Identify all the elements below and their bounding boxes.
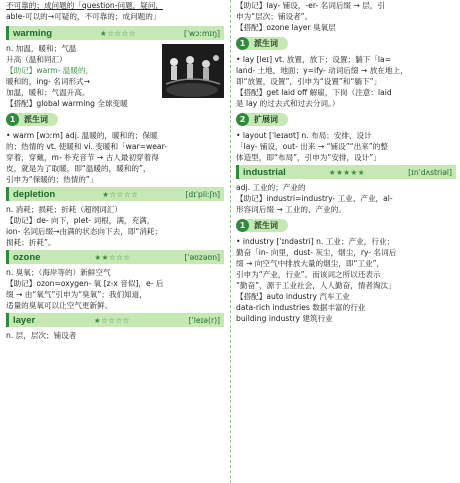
- entry-header-layer: [6, 313, 224, 327]
- section-heading-derivatives: [6, 111, 224, 127]
- entry-header-industrial: [236, 165, 456, 179]
- section-number: 1: [236, 37, 249, 50]
- definition: 升高（温和同汇）: [6, 55, 67, 64]
- memo-line: 【助记】industri=industry- 工业、产业，al-: [236, 194, 393, 203]
- derivative-line: 皮，就是为了取暖，即“温暖的，暖和的”，: [6, 164, 151, 173]
- frequency-stars: ★☆☆☆☆: [93, 315, 130, 325]
- extension-line: 「lay- 铺设，out- 出来 → “铺设”“出来”的整: [236, 142, 388, 151]
- definition: adj. 工业的；产业的: [236, 183, 306, 192]
- section-heading-derivatives: [236, 35, 456, 51]
- memo-line: ion- 名词后缀→由满的状态向下去，即“消耗；: [6, 227, 163, 236]
- derivative-line: 引申为“产业，行业”。而该词之所以还表示: [236, 270, 381, 279]
- definition: n. 层，层次；铺设者: [6, 331, 77, 340]
- derivative-line: 即“放置，设置”，引申为“设置”和“躺下”」: [236, 77, 382, 86]
- section-number: 1: [6, 113, 19, 126]
- derivative-line: • warm [wɔːm] adj. 温暖的，暖和的；保暖: [6, 131, 158, 140]
- entry-header-warming: [6, 26, 224, 40]
- section-label: 派生词: [16, 113, 58, 126]
- phonetic: [dɪˈpliːʃn]: [185, 189, 220, 199]
- derivative-line: 缀 → 向空气中排放大量的烟尘，即“工业”，: [236, 259, 385, 268]
- phonetic: [ˈəʊzəʊn]: [184, 252, 220, 262]
- phonetic: [ˈleɪə(r)]: [188, 315, 220, 325]
- frequency-stars: ★☆☆☆☆: [99, 28, 137, 38]
- section-label: 派生词: [246, 37, 288, 50]
- frequency-stars: ★★☆☆☆: [94, 252, 131, 262]
- collocation: 【搭配】ozone layer 臭氧层: [236, 23, 336, 32]
- section-heading-derivatives: [236, 217, 456, 233]
- derivative-line: 的；热情的 vt. 使暖和 vi. 变暖和「war=wear-: [6, 142, 167, 151]
- derivative-line: 引申为“保暖的；热情的”」: [6, 175, 98, 184]
- derivative-line: 【搭配】get laid off 解雇，下岗（注意：laid: [236, 88, 392, 97]
- column-divider: [230, 0, 231, 483]
- memo-line: 【助记】lay- 铺设，-er- 名词后缀 → 层，引: [236, 1, 385, 10]
- photo-image: [162, 44, 224, 98]
- left-column: [6, 0, 224, 341]
- memo-line: 【助记】warm- 温暖的，: [6, 66, 94, 75]
- intro-line: able-可以的→可疑的，不可靠的；成问题的」: [6, 12, 161, 21]
- derivative-line: 勤奋「in- 向里，dust- 灰尘，烟尘，ry- 名词后: [236, 248, 397, 257]
- frequency-stars: ★☆☆☆☆: [102, 189, 139, 199]
- section-label: 扩展词: [246, 113, 288, 126]
- entry-header-ozone: [6, 250, 224, 264]
- memo-line: 形容词后缀 → 工业的、产业的。: [236, 205, 346, 214]
- derivative-line: 穿着，穿戴，m- 朴充音节 → 古人最初穿着得: [6, 153, 159, 162]
- phonetic: [ˈwɔːmɪŋ]: [184, 28, 220, 38]
- memo-line: 缀 → 由“氧气”引申为“臭氧”；我们知道，: [6, 290, 147, 299]
- right-column: [236, 0, 456, 324]
- headword: layer: [13, 314, 36, 326]
- definition: n. 消耗；损耗；折耗（超纲词汇）: [6, 205, 122, 214]
- collocation: data-rich industries 数据丰富的行业: [236, 303, 366, 312]
- definition: n. 加温，暖和；气温: [6, 44, 77, 53]
- headword: ozone: [13, 251, 41, 263]
- section-label: 派生词: [246, 219, 288, 232]
- definition: n. 臭氧；（海岸等的）新鲜空气: [6, 268, 111, 277]
- derivative-line: 是 lay 的过去式和过去分词。）: [236, 99, 340, 108]
- memo-line: 暖和的，ing- 名词形式→: [6, 77, 91, 86]
- derivative-line: land- 土地，地面；y=ify- 动词后缀 → 放在地上，: [236, 66, 408, 75]
- section-number: 1: [236, 219, 249, 232]
- headword: warming: [13, 27, 53, 39]
- headword: industrial: [243, 166, 286, 178]
- phonetic: [ɪnˈdʌstriəl]: [408, 167, 452, 177]
- extension-line: 体造型，即“布局”，引申为“安排，设计”」: [236, 153, 381, 162]
- collocation: 【搭配】global warming 全球变暖: [6, 99, 128, 108]
- derivative-line: • industry [ˈɪndəstri] n. 工业；产业，行业；: [236, 237, 395, 246]
- memo-line: 【助记】ozon=oxygen- 氧 [z-x 音似]，e- 后: [6, 279, 164, 288]
- memo-line: 【助记】de- 向下，plet- 词根，满，充满，: [6, 216, 155, 225]
- intro-line: 不可靠的；成问题的「question-问题，疑问，: [6, 1, 164, 10]
- collocation: building industry 建筑行业: [236, 314, 333, 323]
- entry-header-depletion: [6, 187, 224, 201]
- illustration-photo: [162, 44, 224, 98]
- memo-line: 申为“层次；铺设者”。: [236, 12, 313, 21]
- memo-line: 适量的臭氧可以让空气更新鲜。: [6, 301, 113, 310]
- derivative-line: • lay [leɪ] vt. 放置，放下；设置；躺下「la=: [236, 55, 392, 64]
- extension-line: • layout [ˈleɪaʊt] n. 布局；安排，设计: [236, 131, 372, 140]
- section-heading-extensions: [236, 111, 456, 127]
- collocation: 【搭配】auto industry 汽车工业: [236, 292, 350, 301]
- memo-line: 损耗；折耗”。: [6, 238, 56, 247]
- derivative-line: “勤奋”，源于工业社会，人人勤奋，情者淘汰」: [236, 281, 396, 290]
- memo-line: 加温，暖和；气温升高。: [6, 88, 90, 97]
- headword: depletion: [13, 188, 56, 200]
- frequency-stars: ★★★★★: [328, 167, 365, 177]
- section-number: 2: [236, 113, 249, 126]
